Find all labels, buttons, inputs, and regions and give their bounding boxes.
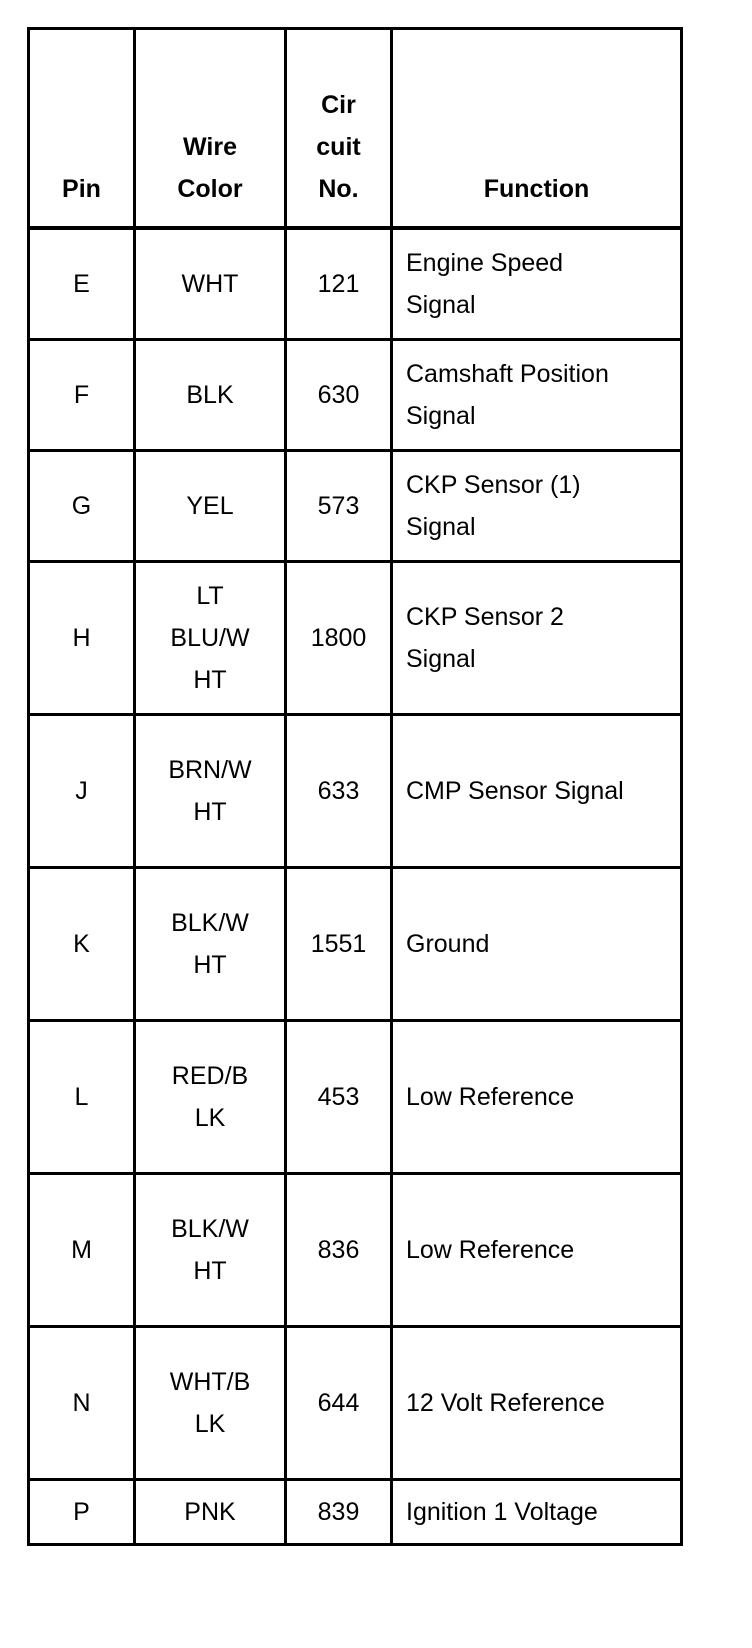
table-body	[29, 228, 682, 1545]
cell-circuit-no: 836	[286, 1174, 392, 1327]
cell-circuit-no: 839	[286, 1480, 392, 1545]
table-row	[29, 228, 682, 340]
cell-circuit-no: 644	[286, 1327, 392, 1480]
cell-wire-color: BLK/W HT	[135, 868, 286, 1021]
cell-pin: H	[29, 562, 135, 715]
cell-function: Ignition 1 Voltage	[392, 1480, 682, 1545]
table-row	[29, 562, 682, 715]
table-row	[29, 1021, 682, 1174]
cell-function: Ground	[392, 868, 682, 1021]
cell-function: CKP Sensor 2 Signal	[392, 562, 682, 715]
cell-function: CKP Sensor (1) Signal	[392, 451, 682, 562]
table-row	[29, 715, 682, 868]
cell-pin: K	[29, 868, 135, 1021]
table-row	[29, 1327, 682, 1480]
cell-circuit-no: 453	[286, 1021, 392, 1174]
cell-wire-color: BRN/W HT	[135, 715, 286, 868]
cell-pin: F	[29, 340, 135, 451]
cell-function: CMP Sensor Signal	[392, 715, 682, 868]
cell-function: Low Reference	[392, 1021, 682, 1174]
cell-wire-color: BLK	[135, 340, 286, 451]
cell-wire-color: RED/B LK	[135, 1021, 286, 1174]
table-row	[29, 868, 682, 1021]
cell-wire-color: WHT/B LK	[135, 1327, 286, 1480]
cell-pin: E	[29, 228, 135, 340]
header-wire-color-label: Wire Color	[177, 133, 243, 203]
table-row	[29, 451, 682, 562]
cell-pin: G	[29, 451, 135, 562]
header-circuit-no-label: Cir cuit No.	[316, 91, 361, 203]
cell-function: Engine Speed Signal	[392, 228, 682, 340]
table-header	[29, 29, 682, 229]
header-pin-label: Pin	[62, 175, 101, 203]
header-function	[392, 29, 682, 229]
cell-pin: N	[29, 1327, 135, 1480]
cell-wire-color: LT BLU/W HT	[135, 562, 286, 715]
cell-circuit-no: 1551	[286, 868, 392, 1021]
table-row	[29, 340, 682, 451]
cell-function: Camshaft Position Signal	[392, 340, 682, 451]
connector-pinout-table-container	[27, 27, 680, 1546]
cell-pin: P	[29, 1480, 135, 1545]
header-wire-color	[135, 29, 286, 229]
header-row	[29, 29, 682, 229]
connector-pinout-table	[27, 27, 683, 1546]
cell-wire-color: PNK	[135, 1480, 286, 1545]
cell-wire-color: BLK/W HT	[135, 1174, 286, 1327]
cell-circuit-no: 1800	[286, 562, 392, 715]
cell-pin: J	[29, 715, 135, 868]
cell-wire-color: WHT	[135, 228, 286, 340]
cell-pin: L	[29, 1021, 135, 1174]
cell-circuit-no: 630	[286, 340, 392, 451]
header-circuit-no	[286, 29, 392, 229]
cell-circuit-no: 633	[286, 715, 392, 868]
table-row	[29, 1480, 682, 1545]
cell-function: Low Reference	[392, 1174, 682, 1327]
cell-wire-color: YEL	[135, 451, 286, 562]
cell-function: 12 Volt Reference	[392, 1327, 682, 1480]
table-row	[29, 1174, 682, 1327]
header-pin	[29, 29, 135, 229]
cell-circuit-no: 121	[286, 228, 392, 340]
header-function-label: Function	[483, 175, 590, 203]
cell-circuit-no: 573	[286, 451, 392, 562]
cell-pin: M	[29, 1174, 135, 1327]
